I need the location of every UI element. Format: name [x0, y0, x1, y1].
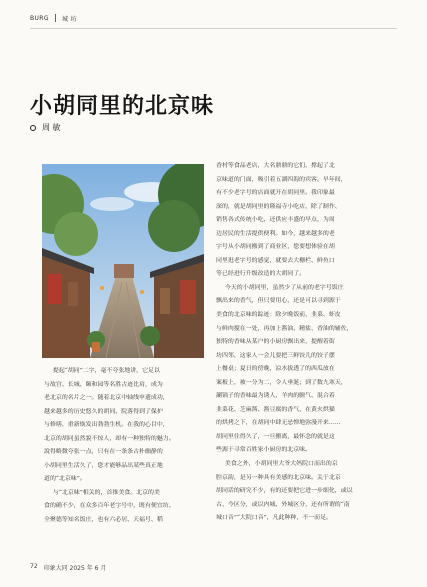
- paragraph-line: 小胡同里生活久了，您才能够品出某些真正地: [44, 461, 163, 469]
- hutong-photo: [42, 164, 204, 358]
- paragraph-line: 今天的小胡同里，虽然少了从前的老字号饭庄: [224, 283, 344, 291]
- circle-icon: [30, 125, 36, 131]
- header-rule: [30, 28, 397, 29]
- magazine-issue: 印象大同 2025 年 6 月: [43, 565, 107, 572]
- paragraph-line: 腔京韵，是另一种具有美感的北京味。关于北京: [216, 473, 341, 481]
- paragraph-line: 說得略微夸张一点，只有在一条条古朴幽静的: [44, 448, 163, 456]
- header-divider: [55, 14, 56, 22]
- paragraph-line: 与故宫、长城、颐和园等名胜古迹比肩，成为: [44, 380, 163, 388]
- paragraph-line: 与鲜肉搅在一处，再加上酱油、精盐、香油的辅佐，: [216, 324, 353, 332]
- paragraph-line: 美食的北京味的踪迹：除夕晚饭前，韭菜、虾皮: [216, 311, 341, 319]
- paragraph-line: 越来越多的历史悠久的胡同、院落得到了保护: [44, 407, 163, 415]
- paragraph-line: 提起“胡同”二字，毫不夸张地讲，它足以: [52, 367, 160, 374]
- paragraph-line: 飘出来的香气，但只要用心，还是可以寻到源于: [216, 297, 341, 305]
- paragraph-line: 同里逛老字号的感觉，就要去大栅栏、鲜鱼口: [216, 256, 335, 264]
- paragraph-line: 古、今区分，或以内城、外城区分，还有所谓的“南: [216, 500, 350, 508]
- author-name: 周 敏: [42, 123, 61, 132]
- article-title: 小胡同里的北京味: [30, 92, 215, 119]
- paragraph-line: 独特的香味从某户的小厨房飘出来，提醒着街: [216, 338, 335, 346]
- paragraph-line: 香村等食品老店，大名鼎鼎的它们，撑起了北: [216, 162, 335, 169]
- page-footer: [30, 563, 106, 572]
- paragraph-line: 城口音”“大院口音”，凡此种种，不一而足。: [216, 514, 332, 522]
- paragraph-line: 与“北京味”相关的，首推美食。北京的美: [52, 488, 160, 496]
- paragraph-line: 销售各式传统小吃，还供应丰盛的早点，为周: [216, 216, 335, 224]
- paragraph-line: 等已经进行升级改造的大胡同了。: [216, 270, 306, 278]
- paragraph-line: 上餐桌；夏日的傍晚，凉水拔透了的西瓜放在: [216, 365, 335, 373]
- paragraph-line: 的烘拷之下，在胡同中肆无忌惮地弥漫开来……: [216, 419, 341, 427]
- byline: [30, 122, 61, 133]
- section-label-cn: 城 坊: [61, 15, 78, 23]
- page-number: 72: [30, 563, 38, 570]
- paragraph-line: 全聚德等知名饭庄，也有六必居、天福号、稻: [44, 516, 163, 524]
- paragraph-line: 食的确不少，在众多百年老字号中，既有便宜坊、: [44, 502, 175, 510]
- paragraph-line: 边居民的生活提供便利。如今，越来越多的老: [216, 229, 335, 237]
- paragraph-line: 些源于寻常百姓家小厨房的北京味。: [216, 446, 312, 454]
- paragraph-line: 深的，就是胡同里的隆福寺小吃店，除了制作、: [216, 202, 341, 210]
- paragraph-line: 字号从小胡同搬到了商业区，您要想体验在胡: [216, 243, 335, 251]
- paragraph-line: 涮锅子的香味最为诱人，羊肉的膻气、混合着: [216, 392, 335, 400]
- hutong-illustration: [42, 164, 204, 358]
- paragraph-line: 京味道的门面，吸引着五湖四海的宾客。早年间，: [216, 175, 347, 183]
- paragraph-line: 胡同话的研究不少，有的还要把它进一步细化，或以: [216, 487, 353, 495]
- paragraph-line: 老北京的名片之一。随着北京中轴线申遗成功，: [44, 394, 169, 402]
- body-column-right: [216, 159, 387, 525]
- paragraph-line: 道的“北京味”。: [44, 475, 86, 483]
- paragraph-line: 美食之外，小胡同里大爷大妈院口而出的京: [224, 460, 338, 468]
- paragraph-line: 坊四邻，这家人一会儿要把三鲜饺儿的饺子摆: [216, 351, 335, 359]
- paragraph-line: 与修缮，重新焕发出勃勃生机。在我的心目中，: [44, 421, 169, 429]
- body-column-left: [44, 364, 205, 527]
- section-label-en: BURG: [30, 14, 49, 22]
- paragraph-line: 胡同里住得久了，一旦搬离，最怀念的就是这: [216, 432, 335, 440]
- paragraph-line: 北京的胡同虽然貌不惊人，却有一种独特的魅力。: [44, 434, 175, 442]
- running-header: [30, 12, 77, 24]
- paragraph-line: 案板上，被一分为二，令人垂涎；到了数九寒天，: [216, 378, 347, 386]
- paragraph-line: 有不少老字号的店面就开在胡同里。我印象最: [216, 189, 335, 197]
- paragraph-line: 韭菜花、芝麻酱、酱豆腐的香气，在黄火烘猫: [216, 405, 335, 413]
